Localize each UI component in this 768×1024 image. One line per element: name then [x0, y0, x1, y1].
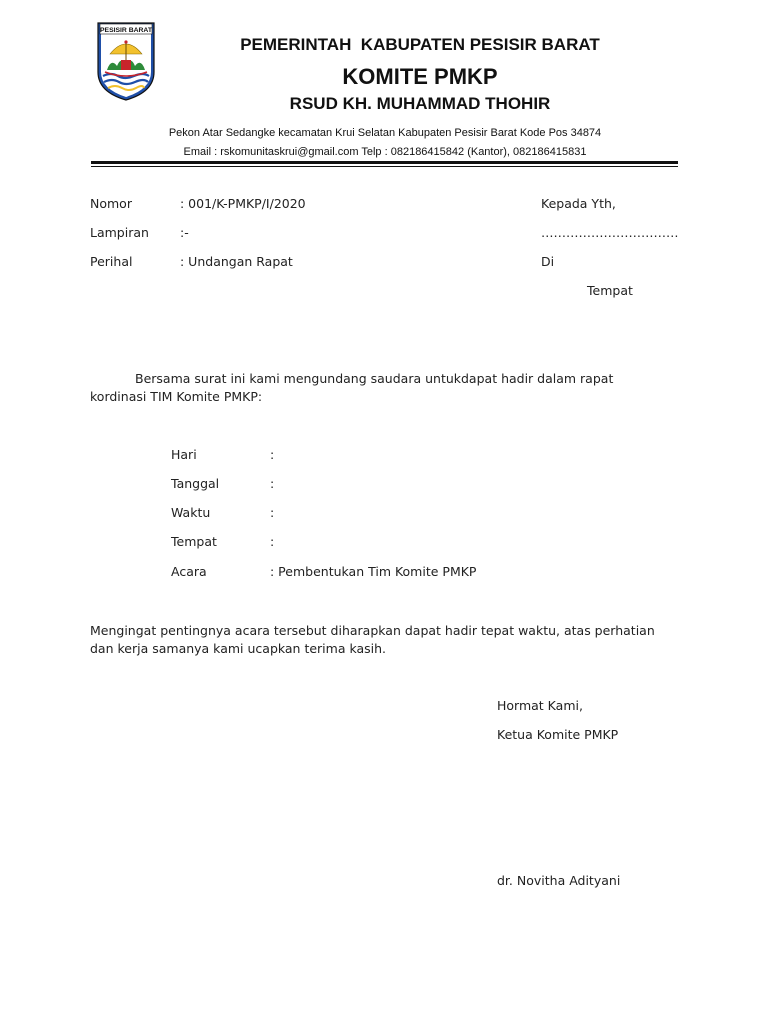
detail-value-tempat: :: [270, 534, 275, 549]
recipient-name-blank: ……………………………: [541, 225, 679, 240]
meta-value-perihal: : Undangan Rapat: [180, 254, 293, 269]
detail-value-acara: : Pembentukan Tim Komite PMKP: [270, 564, 477, 579]
detail-label-tanggal: Tanggal: [171, 476, 220, 491]
meta-value-lampiran: :-: [180, 225, 189, 240]
detail-label-hari: Hari: [171, 447, 197, 462]
detail-value-waktu: :: [270, 505, 275, 520]
signature-position: Ketua Komite PMKP: [497, 727, 619, 742]
meta-label-lampiran: Lampiran: [90, 225, 149, 240]
signature-greeting: Hormat Kami,: [497, 698, 583, 713]
meta-label-perihal: Perihal: [90, 254, 133, 269]
recipient-di: Di: [541, 254, 555, 269]
recipient-salutation: Kepada Yth,: [541, 196, 616, 211]
intro-paragraph: Bersama surat ini kami mengundang saudara untukdapat hadir dalam rapat kordinasi TIM Komite PMKP:: [90, 371, 614, 404]
meta-value-nomor: : 001/K-PMKP/I/2020: [180, 196, 306, 211]
detail-value-tanggal: :: [270, 476, 275, 491]
regency-logo: [95, 20, 157, 102]
closing-paragraph: Mengingat pentingnya acara tersebut diharapkan dapat hadir tepat waktu, atas perhatian dan kerja samanya kami ucapkan terima kasih.: [90, 623, 655, 656]
government-title: PEMERINTAH KABUPATEN PESISIR BARAT: [240, 35, 600, 54]
detail-value-hari: :: [270, 447, 275, 462]
meta-label-nomor: Nomor: [90, 196, 132, 211]
detail-label-waktu: Waktu: [171, 505, 211, 520]
logo-lettering: PESISIR BARAT: [100, 27, 152, 34]
contact-line: Email : rskomunitaskrui@gmail.com Telp : 082186415842 (Kantor), 082186415831: [183, 146, 587, 158]
detail-label-tempat: Tempat: [171, 534, 217, 549]
signature-name: dr. Novitha Adityani: [497, 873, 621, 888]
header-divider-thin: [91, 166, 678, 167]
hospital-title: RSUD KH. MUHAMMAD THOHIR: [289, 94, 551, 113]
address-line: Pekon Atar Sedangke kecamatan Krui Selatan Kabupaten Pesisir Barat Kode Pos 34874: [168, 127, 602, 139]
committee-title: KOMITE PMKP: [342, 64, 498, 89]
recipient-place: Tempat: [587, 283, 633, 298]
header-divider-thick: [91, 161, 678, 164]
detail-label-acara: Acara: [171, 564, 207, 579]
